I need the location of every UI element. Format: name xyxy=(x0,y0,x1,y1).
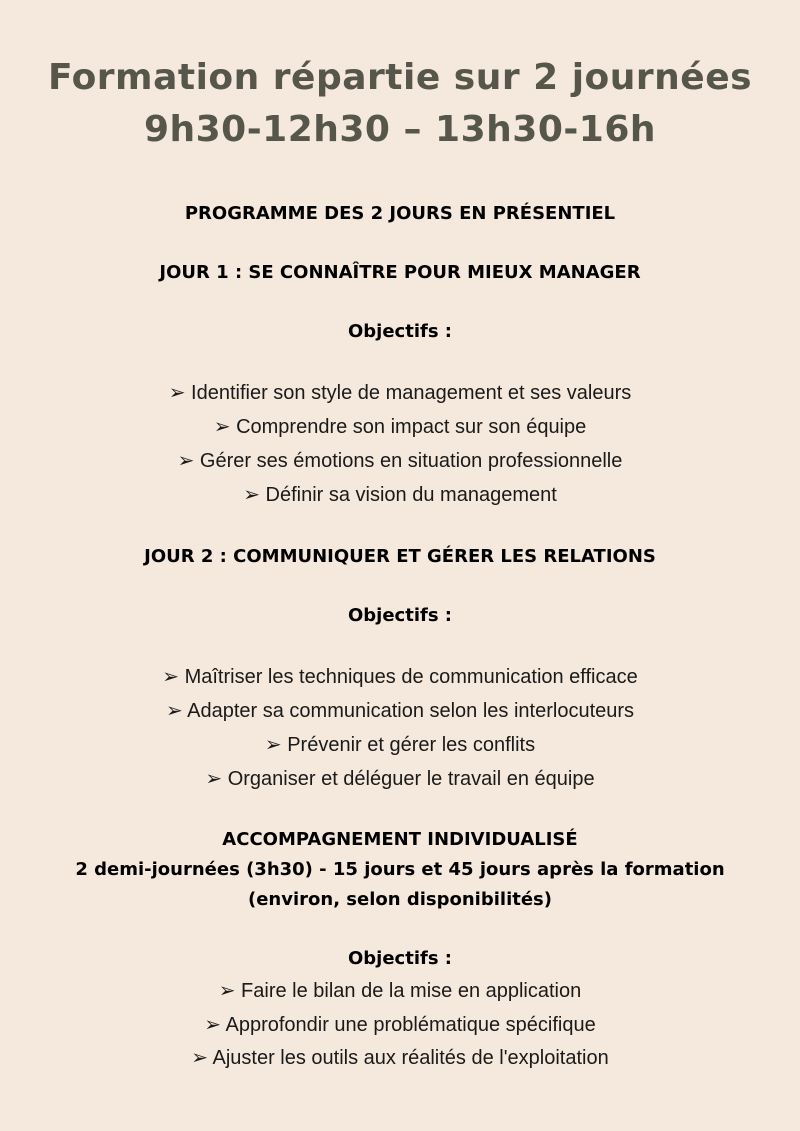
day1-objective-item: ➢ Identifier son style de management et ses valeurs xyxy=(168,382,632,404)
day2-objective-item: ➢ Maîtriser les techniques de communication efficace xyxy=(162,666,638,688)
day2-objective-item: ➢ Organiser et déléguer le travail en équipe xyxy=(205,768,595,790)
programme-heading: PROGRAMME DES 2 JOURS EN PRÉSENTIEL xyxy=(184,203,616,224)
coaching-objective-item: ➢ Approfondir une problématique spécifique xyxy=(204,1014,596,1036)
day2-heading: JOUR 2 : COMMUNIQUER ET GÉRER LES RELATIONS xyxy=(144,546,656,567)
coaching-heading: ACCOMPAGNEMENT INDIVIDUALISÉ xyxy=(222,829,578,850)
coaching-objective-item: ➢ Ajuster les outils aux réalités de l'exploitation xyxy=(191,1047,609,1069)
day2-objectives-label: Objectifs : xyxy=(347,605,453,626)
day1-objectives-label: Objectifs : xyxy=(347,321,453,342)
coaching-objective-item: ➢ Faire le bilan de la mise en application xyxy=(218,980,582,1002)
page-title-line-1: Formation répartie sur 2 journées xyxy=(47,57,753,98)
day1-objective-item: ➢ Définir sa vision du management xyxy=(243,484,557,506)
coaching-schedule: 2 demi-journées (3h30) - 15 jours et 45 jours après la formation xyxy=(75,859,725,880)
day2-objective-item: ➢ Prévenir et gérer les conflits xyxy=(264,734,536,756)
day2-objective-item: ➢ Adapter sa communication selon les interlocuteurs xyxy=(165,700,635,722)
page-title-line-2: 9h30-12h30 – 13h30-16h xyxy=(143,109,657,150)
day1-objective-item: ➢ Gérer ses émotions en situation professionnelle xyxy=(177,450,623,472)
coaching-objectives-label: Objectifs : xyxy=(347,948,453,969)
day1-heading: JOUR 1 : SE CONNAÎTRE POUR MIEUX MANAGER xyxy=(159,262,641,283)
day1-objective-item: ➢ Comprendre son impact sur son équipe xyxy=(213,416,587,438)
coaching-availability-note: (environ, selon disponibilités) xyxy=(247,889,552,910)
